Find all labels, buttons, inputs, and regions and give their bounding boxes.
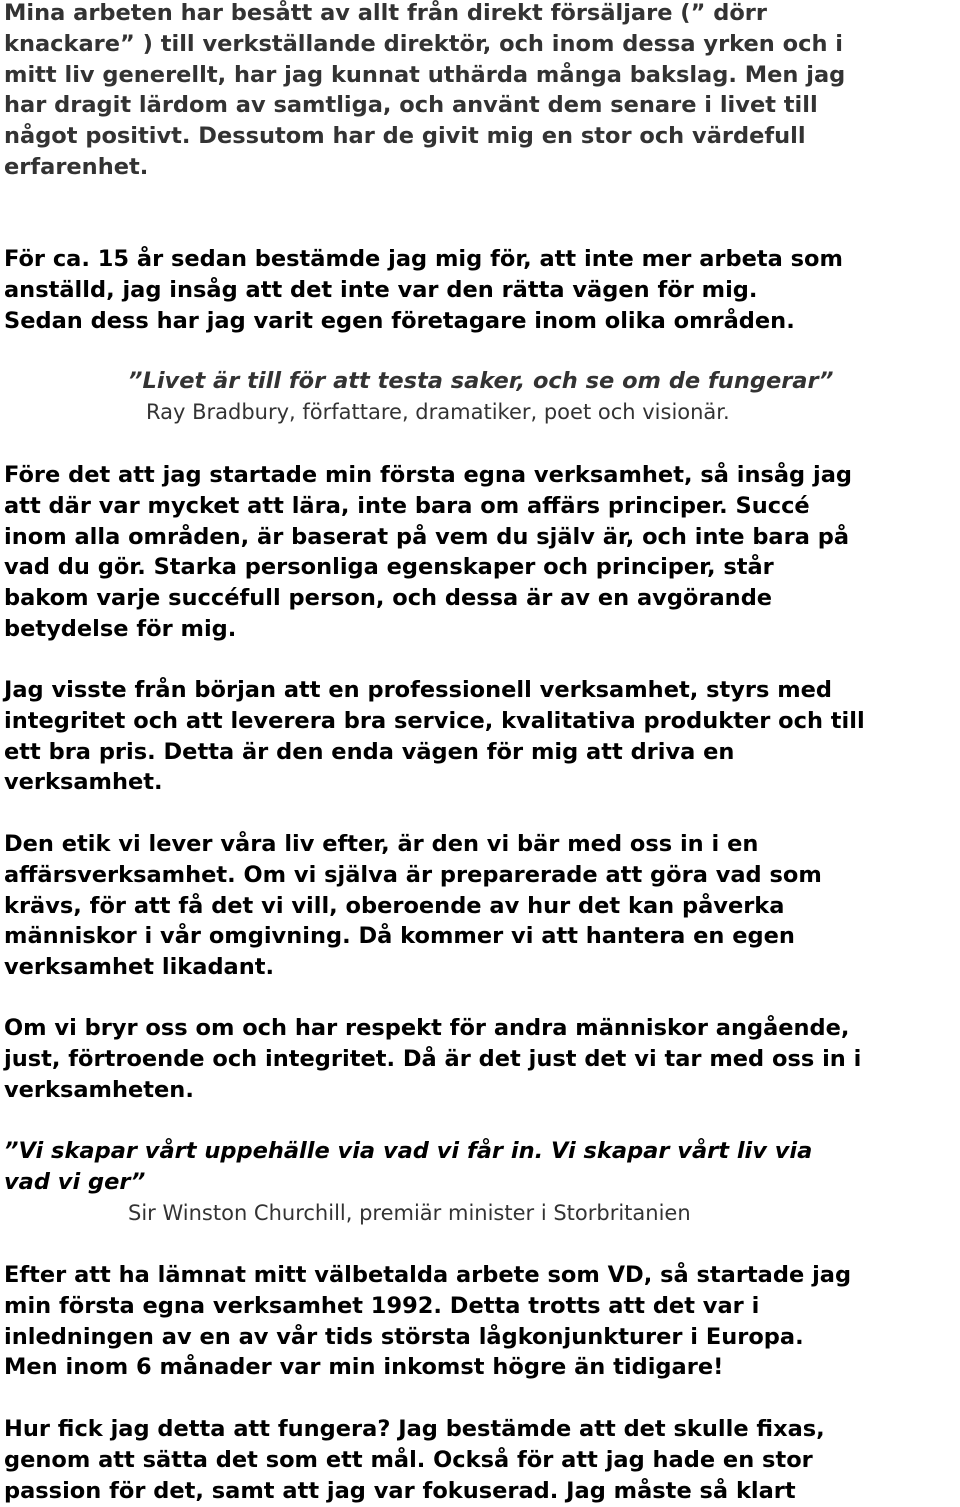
paragraph-career-history [4, 0, 845, 183]
text-line: bakom varje succéfull person, och dessa är av en avgörande [4, 585, 773, 612]
quote-line: ”Vi skapar vårt uppehälle via vad vi får in. Vi skapar vårt liv via [4, 1138, 813, 1164]
quote-attribution-churchill: Sir Winston Churchill, premiär minister i Storbritanien [128, 1201, 691, 1225]
text-line: har dragit lärdom av samtliga, och använt dem senare i livet till [4, 92, 818, 119]
text-line: mitt liv generellt, har jag kunnat uthärda många bakslag. Men jag [4, 61, 846, 88]
text-line: att där var mycket att lära, inte bara om affärs principer. Succé [4, 492, 810, 519]
text-line: inledningen av en av vår tids största lågkonjunkturer i Europa. [4, 1323, 804, 1350]
text-line: verksamheten. [4, 1076, 194, 1103]
paragraph-how-it-worked [4, 1414, 825, 1506]
paragraph-first-business [4, 460, 852, 645]
quote-attribution-bradbury: Ray Bradbury, författare, dramatiker, poet och visionär. [146, 400, 730, 424]
text-line: Före det att jag startade min första egna verksamhet, så insåg jag [4, 462, 852, 488]
quote-line: ”Livet är till för att testa saker, och se om de fungerar” [128, 368, 834, 394]
text-line: genom att sätta det som ett mål. Också för att jag hade en stor [4, 1446, 813, 1473]
paragraph-started-1992 [4, 1260, 851, 1383]
text-line: knackare” ) till verkställande direktör, och inom dessa yrken och i [4, 30, 844, 57]
text-line: människor i vår omgivning. Då kommer vi att hantera en egen [4, 923, 795, 950]
text-line: passion för det, samt att jag var fokuserad. Jag måste så klart [4, 1477, 796, 1504]
text-line: erfarenhet. [4, 153, 149, 180]
text-line: För ca. 15 år sedan bestämde jag mig för, att inte mer arbeta som [4, 246, 843, 272]
paragraph-self-employed [4, 244, 843, 336]
text-line: just, förtroende och integritet. Då är det just det vi tar med oss in i [4, 1045, 862, 1072]
text-line: Om vi bryr oss om och har respekt för andra människor angående, [4, 1015, 850, 1041]
text-line: inom alla områden, är baserat på vem du själv är, och inte bara på [4, 523, 850, 550]
text-line: något positivt. Dessutom har de givit mig en stor och värdefull [4, 123, 806, 150]
text-line: Jag visste från början att en professionell verksamhet, styrs med [4, 677, 833, 703]
text-line: betydelse för mig. [4, 615, 237, 642]
paragraph-ethics [4, 829, 822, 983]
text-line: verksamhet likadant. [4, 954, 275, 981]
text-line: affärsverksamhet. Om vi själva är preparerade att göra vad som [4, 861, 822, 888]
text-line: Den etik vi lever våra liv efter, är den vi bär med oss in i en [4, 831, 759, 857]
text-line: Men inom 6 månader var min inkomst högre än tidigare! [4, 1354, 724, 1381]
paragraph-integrity [4, 675, 865, 798]
text-line: ett bra pris. Detta är den enda vägen för mig att driva en [4, 738, 735, 765]
text-line: vad du gör. Starka personliga egenskaper och principer, står [4, 554, 774, 581]
text-line: integritet och att leverera bra service, kvalitativa produkter och till [4, 707, 865, 734]
text-line: Sedan dess har jag varit egen företagare inom olika områden. [4, 307, 795, 334]
quote-line: vad vi ger” [4, 1168, 146, 1195]
text-line: krävs, för att få det vi vill, oberoende av hur det kan påverka [4, 892, 785, 919]
text-line: verksamhet. [4, 769, 163, 796]
text-line: Hur fick jag detta att fungera? Jag bestämde att det skulle fixas, [4, 1416, 825, 1442]
text-line: Mina arbeten har besått av allt från direkt försäljare (” dörr [4, 0, 767, 26]
text-line: anställd, jag insåg att det inte var den rätta vägen för mig. [4, 276, 758, 303]
quote-bradbury [128, 366, 834, 397]
quote-churchill [4, 1136, 812, 1198]
text-line: min första egna verksamhet 1992. Detta trotts att det var i [4, 1292, 760, 1319]
text-line: Efter att ha lämnat mitt välbetalda arbete som VD, så startade jag [4, 1262, 852, 1288]
paragraph-respect [4, 1013, 861, 1105]
